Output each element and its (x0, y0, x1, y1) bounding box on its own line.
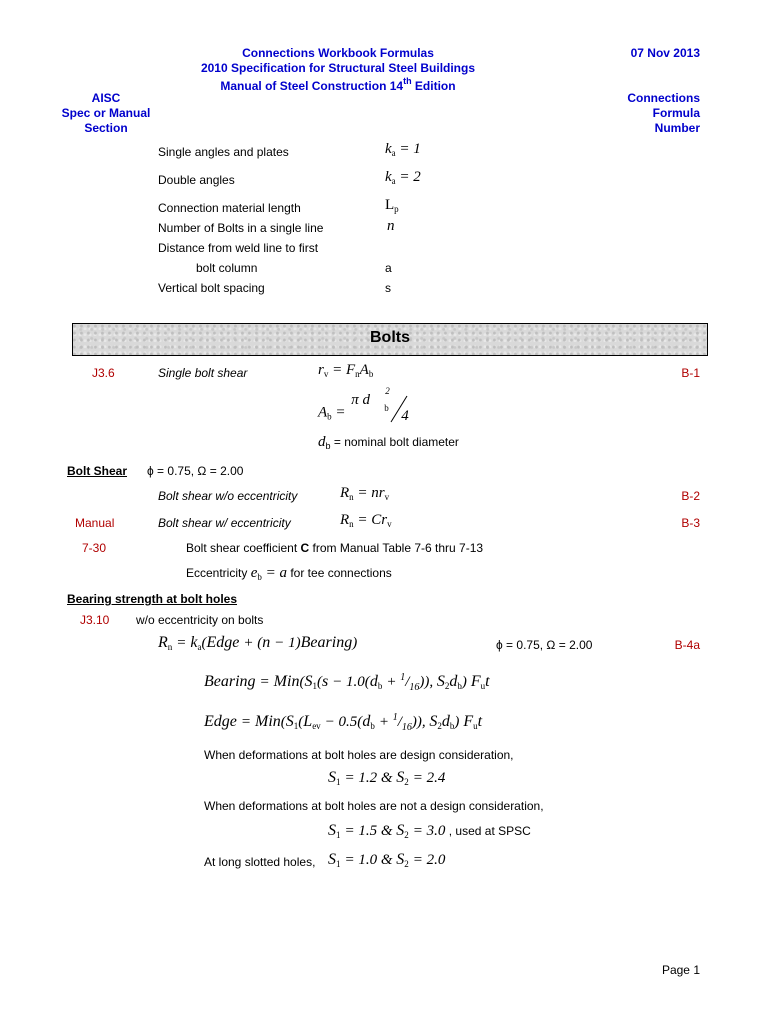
section-j3-10: J3.10 (80, 613, 110, 627)
bearing-note: w/o eccentricity on bolts (136, 613, 264, 627)
formula-rn-bearing: $R_n$ = $k_a(Edge + (n$ − 1)Bearing) (158, 634, 358, 652)
def-label-num-bolts: Number of Bolts in a single line (158, 221, 324, 235)
left-col-header-3: Section (84, 121, 128, 135)
right-col-header-1: Connections (627, 91, 700, 105)
title-line-3: Manual of Steel Construction 14th Edition (220, 76, 456, 93)
def-symbol-ka-2: $k_a = 2$ (385, 169, 421, 186)
slotted-holes-text: At long slotted holes, (204, 855, 316, 869)
bolt-shear-wo-label: Bolt shear w/o eccentricity (158, 489, 298, 503)
left-col-header-1: AISC (91, 91, 121, 105)
formula-s1-s2-slotted: $S_1 = 1.0$ & $S_2 = 2.0$ (328, 851, 446, 869)
bearing-heading: Bearing strength at bolt holes (67, 592, 238, 606)
def-label-material-length: Connection material length (158, 201, 301, 215)
section-j3-6: J3.6 (92, 366, 115, 380)
bolt-shear-coefficient-text: Bolt shear coefficient C from Manual Table 7-6 thru 7-13 (186, 541, 484, 555)
formula-edge-min: Edge = $Min(S_1(L_{ev} - 0.5(d_b + ^1/_{16}))$, $S_2d_b$) $F_ut$ (204, 712, 483, 733)
def-symbol-s: s (385, 281, 391, 295)
formula-ab: $A_b$ = π d 2 b 4 (318, 386, 409, 424)
def-symbol-lp: $L_p$ (385, 197, 399, 214)
bearing-factors: ϕ = 0.75, Ω = 2.00 (496, 638, 593, 652)
bolt-shear-factors: ϕ = 0.75, Ω = 2.00 (147, 464, 244, 478)
def-label-weld-distance: Distance from weld line to first (158, 241, 319, 255)
formula-number-b4a: B-4a (674, 638, 700, 652)
page-number: Page 1 (661, 963, 700, 977)
section-7-30: 7-30 (82, 541, 107, 555)
formula-rv: $r_v = F_nA_b$ (318, 362, 374, 379)
single-bolt-shear-label: Single bolt shear (158, 366, 248, 380)
title-line-1: Connections Workbook Formulas (242, 46, 434, 60)
section-manual: Manual (75, 516, 115, 530)
def-symbol-ka-1: $k_a = 1$ (385, 141, 421, 158)
def-label-vertical-spacing: Vertical bolt spacing (158, 281, 265, 295)
bolt-shear-w-label: Bolt shear w/ eccentricity (158, 516, 291, 530)
bolts-section-bar (72, 323, 708, 356)
bolts-section-title: Bolts (370, 329, 410, 346)
document-date: 07 Nov 2013 (630, 46, 700, 60)
def-symbol-a: a (385, 261, 392, 275)
def-label-bolt-column: bolt column (196, 261, 258, 275)
formula-s1-s2-design: $S_1 = 1.2$ & $S_2 = 2.4$ (328, 769, 446, 787)
formula-db-definition: $d_b$ = nominal bolt diameter (318, 434, 459, 451)
formula-number-b2: B-2 (681, 489, 700, 503)
def-label-single-angles: Single angles and plates (158, 145, 289, 159)
formula-rn-nrv: $R_n = nr_v$ (340, 485, 390, 502)
formula-number-b1: B-1 (681, 366, 700, 380)
def-symbol-n: n (387, 218, 395, 234)
formula-rn-crv: $R_n = Cr_v$ (340, 512, 392, 529)
bolt-shear-heading: Bolt Shear (67, 464, 128, 478)
deformation-design-text: When deformations at bolt holes are design consideration, (204, 748, 514, 762)
formula-s1-s2-not-design: $S_1 = 1.5$ & $S_2 = 3.0$ , used at SPSC (328, 822, 531, 840)
right-col-header-3: Number (654, 121, 700, 135)
eccentricity-line: Eccentricity $e_b = a$ for tee connections (186, 565, 392, 582)
right-col-header-2: Formula (652, 106, 700, 120)
title-line-2: 2010 Specification for Structural Steel Buildings (200, 61, 476, 75)
deformation-not-design-text: When deformations at bolt holes are not a design consideration, (204, 799, 544, 813)
formula-number-b3: B-3 (681, 516, 700, 530)
formula-bearing-min: Bearing = $Min(S_1(s - 1.0(d_b + ^1/_{16}))$, $S_2d_b$) $F_ut$ (204, 672, 490, 693)
left-col-header-2: Spec or Manual (61, 106, 151, 120)
def-label-double-angles: Double angles (158, 173, 235, 187)
